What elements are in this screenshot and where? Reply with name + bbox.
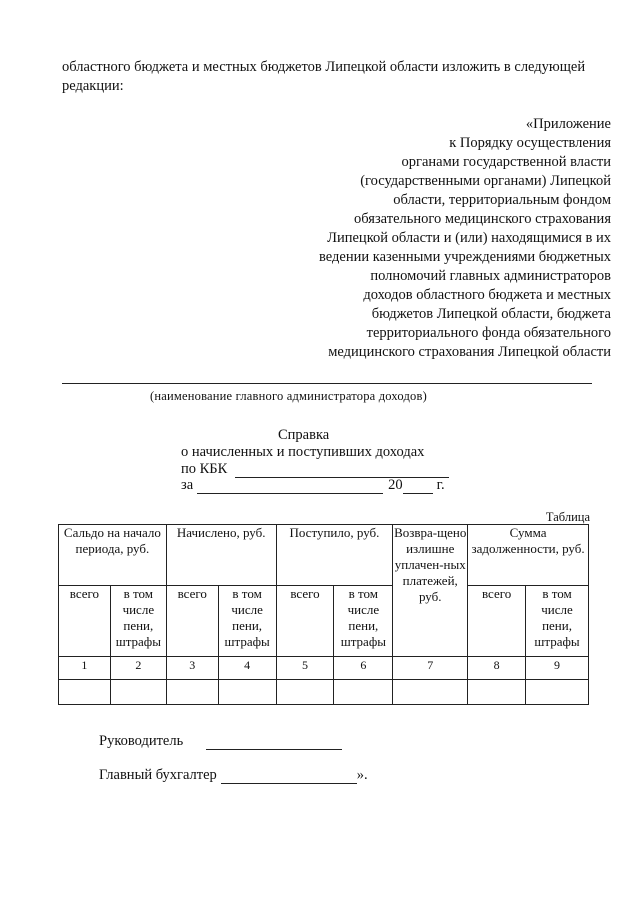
year-prefix: 20 [388,477,403,493]
kbk-label: по КБК [181,461,228,477]
spravka-subtitle: о начисленных и поступивших доходах [181,444,425,460]
data-cell[interactable] [468,680,526,705]
appendix-line: доходов областного бюджета и местных [363,287,611,303]
accountant-signature-blank[interactable] [221,768,357,784]
subheader-v-tom: в том числе пени, штрафы [334,586,393,657]
data-cell[interactable] [334,680,393,705]
appendix-line: обязательного медицинского страхования [354,211,611,227]
appendix-line: (государственными органами) Липецкой [360,173,611,189]
kbk-row [181,461,449,478]
appendix-line: Липецкой области и (или) находящимися в их [327,230,611,246]
head-signature-row [99,733,342,750]
closing-quote: ». [356,767,368,783]
year-suffix: г. [436,477,445,493]
header-nachisleno: Начислено, руб. [166,525,276,586]
header-postupilo: Поступило, руб. [276,525,393,586]
data-cell[interactable] [276,680,334,705]
table-data-row [59,680,589,705]
data-cell[interactable] [110,680,166,705]
column-number: 3 [166,657,218,680]
appendix-line: «Приложение [525,116,611,132]
head-signature-blank[interactable] [206,734,342,750]
appendix-line: полномочий главных администраторов [370,268,611,284]
subheader-vsego: всего [276,586,334,657]
appendix-header [281,115,611,362]
period-blank-field[interactable] [197,478,383,494]
header-vozvrascheno: Возвра-щено излишне уплачен-ных платежей, руб. [393,525,468,657]
table-number-row [59,657,589,680]
appendix-line: территориального фонда обязательного [366,325,611,341]
intro-line: редакции: [62,78,124,94]
appendix-line: органами государственной власти [401,154,611,170]
table-label: Таблица [545,510,590,524]
kbk-blank-field[interactable] [235,462,449,478]
admin-name-blank-line[interactable] [62,383,592,384]
admin-name-caption: (наименование главного администратора доходов) [150,389,427,403]
subheader-v-tom: в том числе пени, штрафы [526,586,589,657]
data-cell[interactable] [526,680,589,705]
accountant-label: Главный бухгалтер [99,767,217,783]
spravka-title: Справка [278,427,330,443]
subheader-v-tom: в том числе пени, штрафы [110,586,166,657]
report-table [58,524,589,705]
head-label: Руководитель [99,733,184,749]
period-row [181,477,445,494]
subheader-vsego: всего [166,586,218,657]
subheader-vsego: всего [59,586,111,657]
appendix-line: к Порядку осуществления [449,135,611,151]
header-summa: Сумма задолженности, руб. [468,525,589,586]
intro-line: областного бюджета и местных бюджетов Липецкой области изложить в следующей [62,59,586,75]
appendix-line: бюджетов Липецкой области, бюджета [371,306,611,322]
data-cell[interactable] [166,680,218,705]
column-number: 9 [526,657,589,680]
column-number: 8 [468,657,526,680]
table-subheader-row [59,586,589,657]
data-cell[interactable] [393,680,468,705]
column-number: 4 [218,657,276,680]
year-blank-field[interactable] [403,478,433,494]
data-cell[interactable] [59,680,111,705]
column-number: 2 [110,657,166,680]
data-cell[interactable] [218,680,276,705]
intro-paragraph [62,58,612,96]
appendix-line: ведении казенными учреждениями бюджетных [319,249,611,265]
header-saldo: Сальдо на начало периода, руб. [59,525,167,586]
subheader-v-tom: в том числе пени, штрафы [218,586,276,657]
za-label: за [181,477,194,493]
column-number: 5 [276,657,334,680]
table-header-row [59,525,589,586]
accountant-signature-row [99,767,368,784]
column-number: 1 [59,657,111,680]
appendix-line: медицинского страхования Липецкой области [328,344,611,360]
subheader-vsego: всего [468,586,526,657]
column-number: 7 [393,657,468,680]
appendix-line: области, территориальным фондом [393,192,611,208]
column-number: 6 [334,657,393,680]
